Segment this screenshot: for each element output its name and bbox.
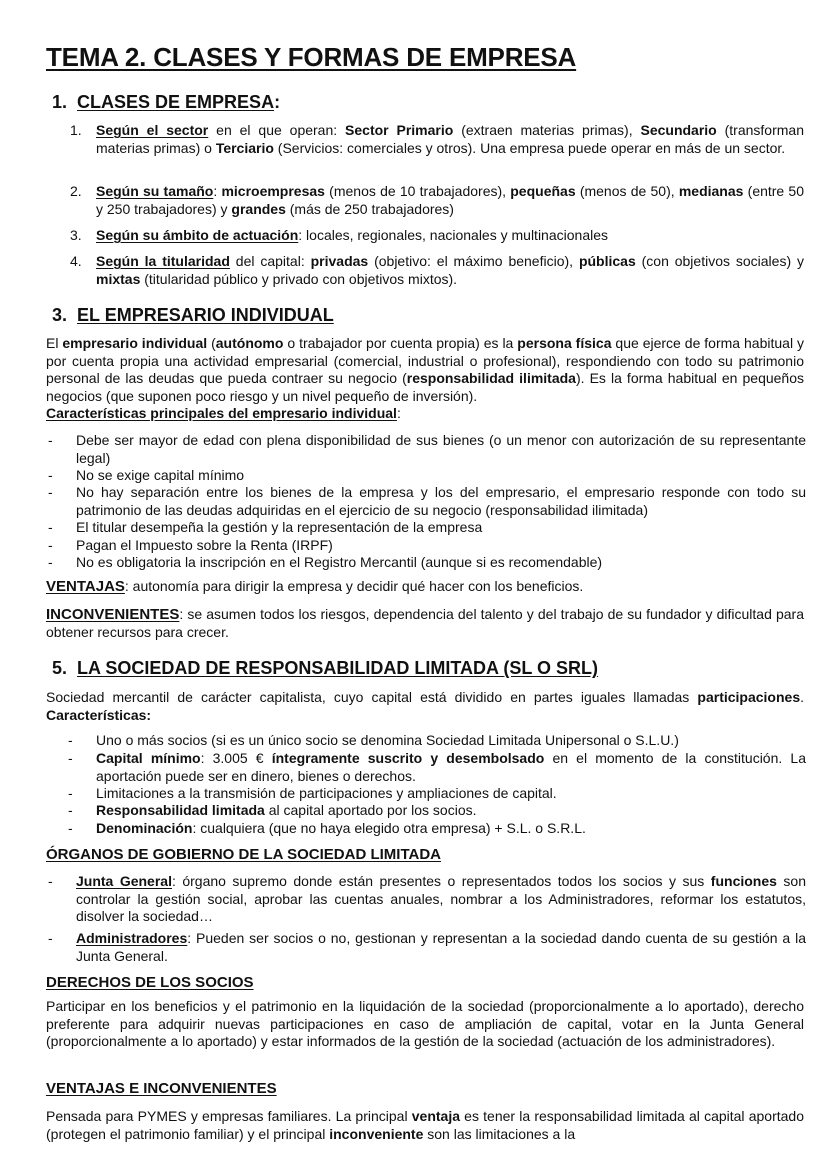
list-item: - Denominación: cualquiera (que no haya elegido otra empresa) + S.L. o S.R.L. — [68, 820, 586, 836]
list-item: - Debe ser mayor de edad con plena disponibilidad de sus bienes (o un menor con autorización de su representante legal) — [48, 432, 806, 466]
junta-general-label: Junta General — [76, 873, 172, 889]
numbered-item: 3. Según su ámbito de actuación: locales, regionales, nacionales y multinacionales — [70, 227, 608, 243]
numbered-item: 4. Según la titularidad del capital: privadas (objetivo: el máximo beneficio), públicas (con objetivos sociales) y mixtas (titularidad público y privado con objetivos mixtos). — [70, 253, 805, 287]
section-number: 1. — [52, 92, 68, 112]
list-item: - Junta General: órgano supremo donde están presentes o representados todos los socios y sus funciones son controlar la gestión social, aprobar las cuentas anuales, nombrar a los Administradores, reformar los estatutos, disolver la sociedad… — [48, 873, 806, 924]
section-title: LA SOCIEDAD DE RESPONSABILIDAD LIMITADA (SL O SRL) — [77, 658, 599, 678]
subheading-organos: ÓRGANOS DE GOBIERNO DE LA SOCIEDAD LIMITADA — [46, 846, 442, 863]
paragraph-empresario-intro: El empresario individual (autónomo o trabajador por cuenta propia) es la persona física que ejerce de forma habitual y por cuenta propia una actividad empresarial (comercial, industrial o profesional), respondiendo con todo su patrimonio personal de las deudas que pueda contraer su negocio (responsabilidad ilimitada). Es la forma habitual en pequeños negocios (que suponen poco riesgo y un nivel pequeño de inversión). Características principales del empresario individual: — [46, 335, 804, 421]
numbered-item: 2. Según su tamaño: microempresas (menos de 10 trabajadores), pequeñas (menos de 50), medianas (entre 50 y 250 trabajadores) y grandes (más de 250 trabajadores) — [70, 183, 805, 217]
list-item: - Pagan el Impuesto sobre la Renta (IRPF) — [48, 537, 333, 553]
administradores-label: Administradores — [76, 930, 188, 946]
item-number: 1. — [70, 122, 82, 138]
list-item: - El titular desempeña la gestión y la representación de la empresa — [48, 519, 483, 535]
list-item: - Uno o más socios (si es un único socio se denomina Sociedad Limitada Unipersonal o S.L.U.) — [68, 732, 679, 748]
item-number: 4. — [70, 253, 82, 269]
section-heading-empresario — [52, 305, 334, 326]
inconvenientes-label: INCONVENIENTES — [46, 606, 180, 623]
paragraph-ventajas: VENTAJAS: autonomía para dirigir la empresa y decidir qué hacer con los beneficios. — [46, 578, 584, 595]
subheading: Características principales del empresario individual — [46, 405, 397, 421]
list-item: - Capital mínimo: 3.005 € íntegramente suscrito y desembolsado en el momento de la constitución. La aportación puede ser en dinero, bienes o derechos. — [68, 750, 806, 784]
list-item: - Administradores: Pueden ser socios o no, gestionan y representan a la sociedad dando cuenta de su gestión a la Junta General. — [48, 930, 806, 964]
list-item: - Responsabilidad limitada al capital aportado por los socios. — [68, 802, 477, 818]
section-heading-clases: 1. CLASES DE EMPRESA: — [52, 92, 281, 112]
paragraph-sl-intro: Sociedad mercantil de carácter capitalista, cuyo capital está dividido en partes iguales llamadas participaciones. Características: — [46, 689, 804, 723]
numbered-item: 1. Según el sector en el que operan: Sector Primario (extraen materias primas), Secundario (transforman materias primas) o Terciario (Servicios: comerciales y otros). Una empresa puede operar en más de un sector. — [70, 122, 804, 156]
section-number: 3. — [52, 305, 68, 325]
list-item: - No es obligatoria la inscripción en el Registro Mercantil (aunque si es recomendable) — [48, 554, 603, 570]
section-title: CLASES DE EMPRESA — [77, 92, 275, 112]
section-title: EL EMPRESARIO INDIVIDUAL — [77, 305, 334, 325]
section-heading-sl — [52, 658, 598, 679]
paragraph-ventajas-inconvenientes: Pensada para PYMES y empresas familiares. La principal ventaja es tener la responsabilidad limitada al capital aportado (protegen el patrimonio familiar) y el principal inconveniente son las limitaciones a la — [46, 1108, 804, 1142]
list-item: - Limitaciones a la transmisión de participaciones y ampliaciones de capital. — [68, 785, 557, 801]
item-number: 2. — [70, 183, 82, 199]
list-item: - No se exige capital mínimo — [48, 467, 245, 483]
list-item: - No hay separación entre los bienes de la empresa y los del empresario, el empresario responde con todo su patrimonio de las deudas adquiridas en el ejercicio de su negocio (responsabilidad ilimitada) — [48, 484, 806, 518]
ventajas-label: VENTAJAS — [46, 578, 125, 595]
item-number: 3. — [70, 227, 82, 243]
subheading-derechos: DERECHOS DE LOS SOCIOS — [46, 974, 254, 991]
subheading-ventajas-inconvenientes: VENTAJAS E INCONVENIENTES — [46, 1080, 277, 1097]
section-number: 5. — [52, 658, 68, 678]
paragraph-derechos: Participar en los beneficios y el patrimonio en la liquidación de la sociedad (proporcionalmente a lo aportado), derecho preferente para adquirir nuevas participaciones en caso de ampliación de capital, votar en la Junta General (proporcionalmente a lo aportado) y estar informados de la gestión de la sociedad (actuación de los administradores). — [46, 998, 804, 1049]
paragraph-inconvenientes: INCONVENIENTES: se asumen todos los riesgos, dependencia del talento y del trabajo de su fundador y dificultad para obtener recursos para crecer. — [46, 606, 804, 640]
document-title: TEMA 2. CLASES Y FORMAS DE EMPRESA — [46, 42, 577, 72]
